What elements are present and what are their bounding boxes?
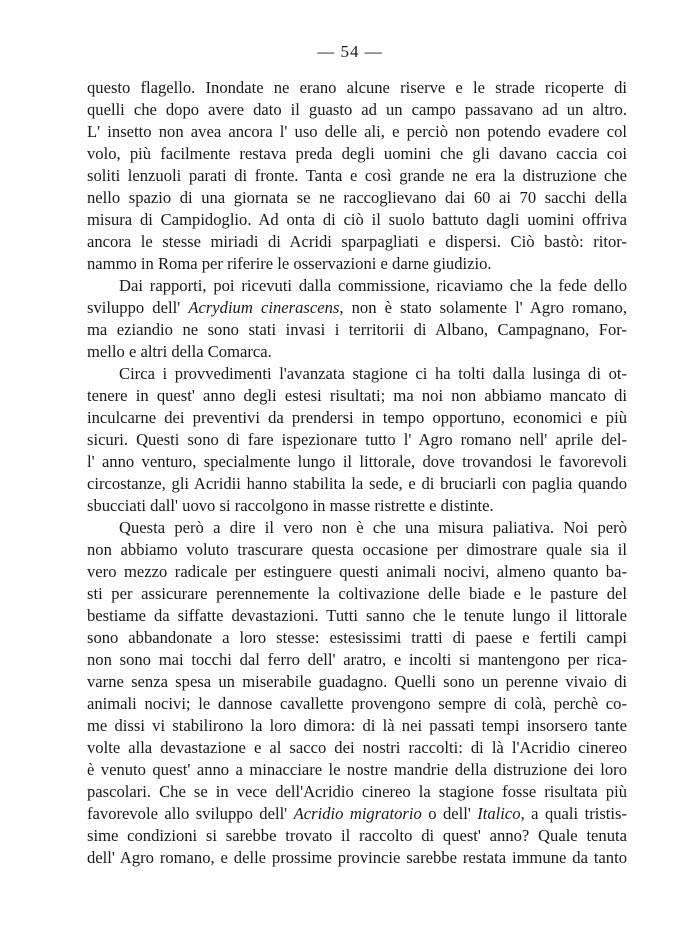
text-line: tenere in quest' anno degli estesi risultati; ma noi non abbiamo mancato di bbox=[87, 386, 627, 405]
text-line: volo, più facilmente restava preda degli uomini che gli davano caccia coi bbox=[87, 144, 627, 163]
text-span: o dell' bbox=[421, 804, 478, 823]
text-line: sti per assicurare perennemente la coltivazione delle biade e le pasture del bbox=[87, 584, 627, 603]
text-line: Dai rapporti, poi ricevuti dalla commissione, ricaviamo che la fede dello bbox=[119, 276, 627, 295]
text-line: misura di Campidoglio. Ad onta di ciò il suolo battuto dagli uomini offriva bbox=[87, 210, 627, 229]
text-span: , non è stato solamente l' Agro romano, bbox=[339, 298, 627, 317]
text-line: L' insetto non avea ancora l' uso delle ali, e perciò non potendo evadere col bbox=[87, 122, 627, 141]
text-line: nello spazio di una giornata se ne raccoglievano dai 60 ai 70 sacchi della bbox=[87, 188, 627, 207]
italic-species-name: Acridio migratorio bbox=[293, 804, 422, 823]
text-line: sono abbandonate a loro stesse: estesissimi tratti di paese e fertili campi bbox=[87, 628, 627, 647]
text-line bbox=[87, 803, 627, 825]
text-line: nammo in Roma per riferire le osservazioni e darne giudizio. bbox=[87, 254, 492, 273]
text-line: sbucciati dall' uovo si raccolgono in masse ristrette e distinte. bbox=[87, 496, 494, 515]
text-span: sviluppo dell' bbox=[87, 298, 189, 317]
text-line: me dissi vi stabilirono la loro dimora: di là nei passati tempi insorsero tante bbox=[87, 716, 627, 735]
body-text bbox=[87, 77, 627, 869]
text-span: favorevole allo sviluppo dell' bbox=[87, 804, 294, 823]
text-line: l' anno venturo, specialmente lungo il littorale, dove trovandosi le favorevoli bbox=[87, 452, 627, 471]
text-span: , a quali tristis- bbox=[520, 804, 627, 823]
text-line: non abbiamo voluto trascurare questa occasione per dimostrare quale sia il bbox=[87, 540, 627, 559]
text-line: questo flagello. Inondate ne erano alcune riserve e le strade ricoperte di bbox=[87, 78, 627, 97]
text-line: pascolari. Che se in vece dell'Acridio cinereo la stagione fosse risultata più bbox=[87, 782, 627, 801]
text-line: dell' Agro romano, e delle prossime provincie sarebbe restata immune da tanto bbox=[87, 848, 627, 867]
text-line: vero mezzo radicale per estinguere questi animali nocivi, almeno quanto ba- bbox=[87, 562, 627, 581]
text-line: Circa i provvedimenti l'avanzata stagione ci ha tolti dalla lusinga di ot- bbox=[119, 364, 627, 383]
text-line: mello e altri della Comarca. bbox=[87, 342, 272, 361]
text-line: circostanze, gli Acridii hanno stabilita la sede, e di bruciarli con paglia quando bbox=[87, 474, 627, 493]
text-line: è venuto quest' anno a minacciare le nostre mandrie della distruzione dei loro bbox=[87, 760, 627, 779]
text-line: non sono mai tocchi dal ferro dell' aratro, e incolti si mantengono per rica- bbox=[87, 650, 627, 669]
text-line: ma eziandio ne sono stati invasi i territorii di Albano, Campagnano, For- bbox=[87, 320, 627, 339]
text-line: volte alla devastazione e al sacco dei nostri raccolti: di là l'Acridio cinereo bbox=[87, 738, 627, 757]
text-line: animali nocivi; le dannose cavallette provengono sempre di colà, perchè co- bbox=[87, 694, 627, 713]
text-line: sicuri. Questi sono di fare ispezionare tutto l' Agro romano nell' aprile del- bbox=[87, 430, 627, 449]
text-line: soliti lenzuoli parati di fronte. Tanta e così grande ne era la distruzione che bbox=[87, 166, 627, 185]
text-line: varne senza spesa un miserabile guadagno. Quelli sono un perenne vivaio di bbox=[87, 672, 627, 691]
text-line: Questa però a dire il vero non è che una misura paliativa. Noi però bbox=[119, 518, 627, 537]
text-line: ancora le stesse miriadi di Acridi sparpagliati e dispersi. Ciò bastò: ritor- bbox=[87, 232, 627, 251]
text-line bbox=[87, 297, 627, 319]
italic-species-name: Italico bbox=[477, 804, 521, 823]
text-line: quelli che dopo avere dato il guasto ad un campo passavano ad un altro. bbox=[87, 100, 627, 119]
page-number: — 54 — bbox=[317, 42, 383, 61]
text-line: inculcarne dei preventivi da prendersi in tempo opportuno, economici e più bbox=[87, 408, 627, 427]
text-line: bestiame da siffatte devastazioni. Tutti sanno che le tenute lungo il littorale bbox=[87, 606, 627, 625]
italic-species-name: Acrydium cinerascens bbox=[188, 298, 340, 317]
text-line: sime condizioni si sarebbe trovato il raccolto di quest' anno? Quale tenuta bbox=[87, 826, 627, 845]
